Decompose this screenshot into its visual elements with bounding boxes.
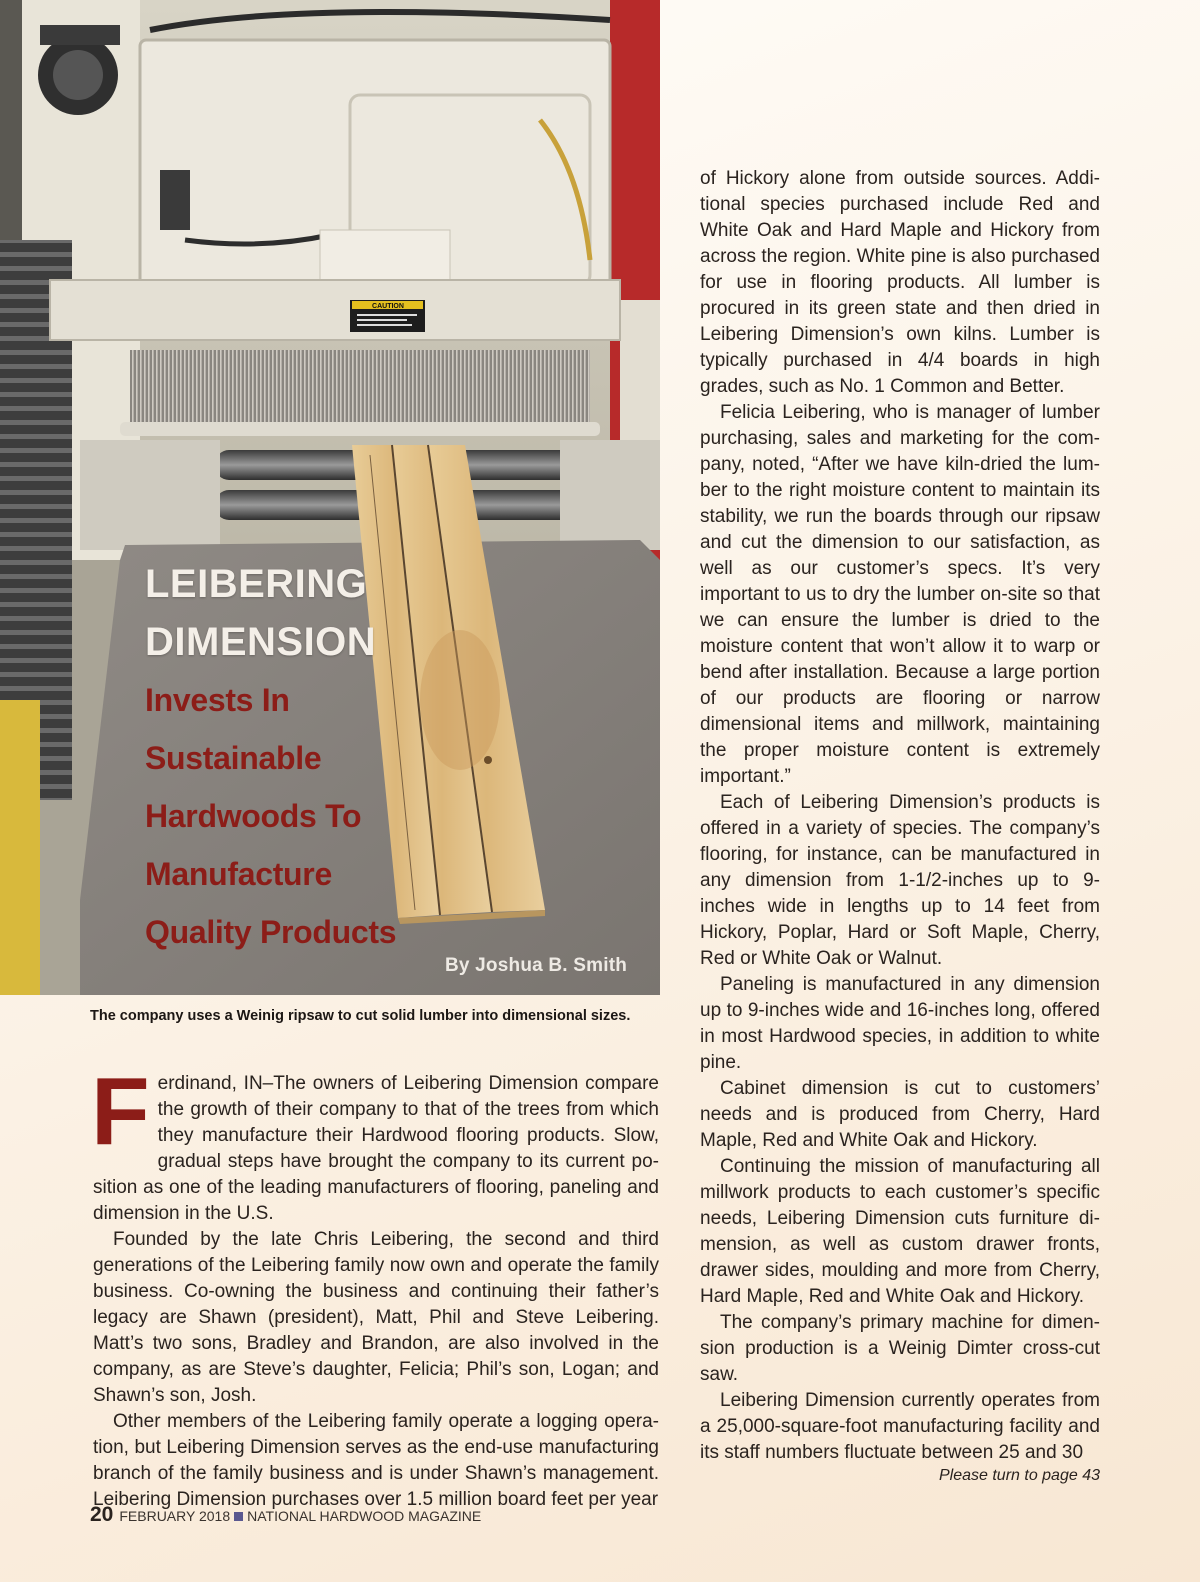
subheadline-line: Quality Products [145,914,397,950]
paragraph-text: erdinand, IN–The owners of Leibering Dimension compare the growth of their company to that of the trees from which they manufacture their Hardwood flooring products. Slow, gradual steps have brought the company to its current position as one of the leading manufacturers of flooring, paneling and dimension in the U.S. [93,1073,659,1224]
subheadline-line: Hardwoods To [145,798,362,834]
article-column-right [700,166,1100,1466]
article-paragraph: of Hickory alone from outside sources. Additional species purchased include Red and White Oak and Hard Maple and Hickory from across the region. White pine is also purchased for use in flooring products. All lumber is procured in its green state and then dried in Leibering Dimension’s own kilns. Lumber is typically purchased in 4/4 boards in high grades, such as No. 1 Common and Better. [700,168,1100,397]
photo-caption: The company uses a Weinig ripsaw to cut solid lumber into dimensional sizes. [90,1008,631,1024]
drop-cap: F [91,1058,150,1165]
article-column-left [91,1058,659,1513]
page-number: 20 [90,1503,114,1526]
article-paragraph [91,1058,659,1227]
author-byline: By Joshua B. Smith [445,955,628,976]
caution-label: CAUTION [372,303,404,310]
square-bullet-icon [234,1512,243,1521]
article-paragraph: Continuing the mission of manufacturing all millwork products to each customer’s specific needs, Leibering Dimension cuts furniture dimension, as well as custom drawer fronts, drawer sides, moulding and more from Cherry, Hard Maple, Red and White Oak and Hickory. [700,1156,1100,1307]
issue-date: FEBRUARY 2018 [119,1508,231,1524]
continuation-note: Please turn to page 43 [938,1467,1100,1484]
article-paragraph: Each of Leibering Dimension’s products is offered in a variety of species. The company’s flooring, for instance, can be manufactured in any dimension from 1-1/2-inches up to 9-inches wide in lengths up to 14 feet from Hickory, Poplar, Hard or Soft Maple, Cherry, Red or White Oak or Walnut. [700,792,1100,969]
article-paragraph: Cabinet dimension is cut to customers’ needs and is produced from Cherry, Hard Maple, Red and White Oak and Hickory. [700,1078,1100,1151]
headline-line: LEIBERING [145,562,368,606]
article-paragraph: Felicia Leibering, who is manager of lumber purchasing, sales and marketing for the company, noted, “After we have kiln-dried the lumber to the right moisture content to maintain its stability, we run the boards through our ripsaw and cut the dimension to our satisfaction, as well as our customer’s specs. It’s very important to us to dry the lumber on-site so that we can ensure the lumber is dried to the moisture content that won’t allow it to warp or bend after installation. Because a large portion of our products are flooring or narrow dimensional items and millwork, maintaining the proper moisture content is extremely important.” [700,402,1100,787]
article-paragraph: Other members of the Leibering family operate a logging operation, but Leibering Dimension serves as the end-use manufacturing branch of the family business and is under Shawn’s management. Leibering Dimension purchases over 1.5 million board feet per year [93,1411,659,1510]
article-paragraph: Paneling is manufactured in any dimension up to 9-inches wide and 16-inches long, offered in most Hardwood species, in addition to white pine. [700,974,1100,1073]
article-paragraph: Founded by the late Chris Leibering, the second and third generations of the Leibering family now own and operate the family business. Co-owning the business and continuing their father’s legacy are Shawn (president), Matt, Phil and Steve Leibering. Matt’s two sons, Bradley and Brandon, are also involved in the company, as are Steve’s daughter, Felicia; Phil’s son, Logan; and Shawn’s son, Josh. [93,1229,659,1406]
article-photo [0,0,660,995]
subheadline-line: Invests In [145,682,290,718]
article-paragraph: The company’s primary machine for dimension production is a Weinig Dimter cross-cut saw. [700,1312,1100,1385]
page-footer [90,1503,481,1527]
subheadline-line: Sustainable [145,740,322,776]
headline [145,555,485,961]
subheadline-line: Manufacture [145,856,332,892]
publication-name: NATIONAL HARDWOOD MAGAZINE [247,1508,482,1524]
article-paragraph: Leibering Dimension currently operates from a 25,000-square-foot manufacturing facility and its staff numbers fluctuate between 25 and 30 [700,1390,1100,1463]
headline-line: DIMENSION [145,620,377,664]
